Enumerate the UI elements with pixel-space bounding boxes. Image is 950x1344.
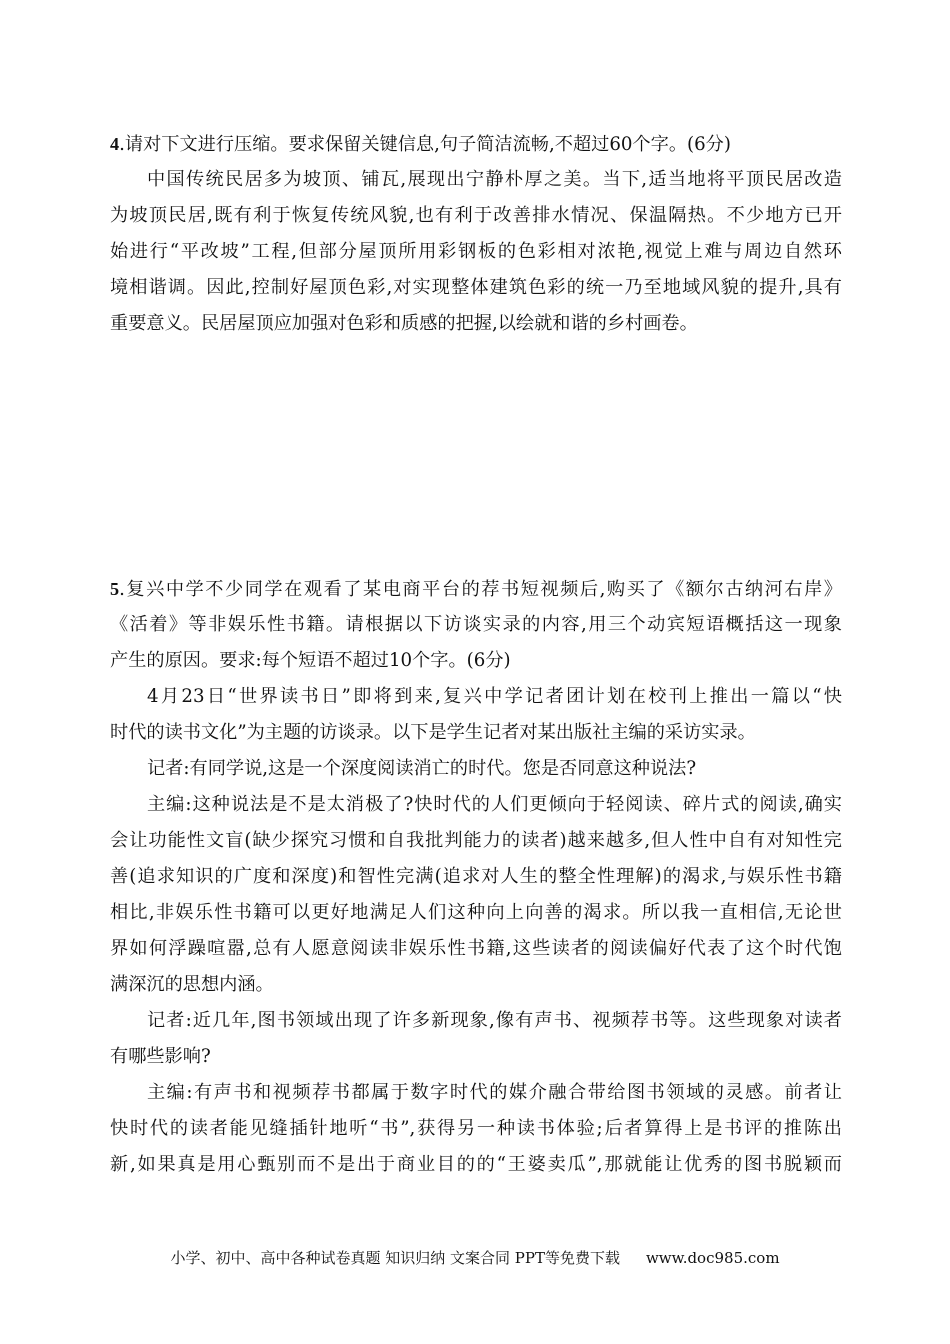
passage-line: 4月23日“世界读书日”即将到来,复兴中学记者团计划在校刊上推出一篇以“快 [147,686,842,707]
question-number: 4 [110,134,120,154]
question-4 [110,126,842,342]
passage-line: 中国传统民居多为坡顶、铺瓦,展现出宁静朴厚之美。当下,适当地将平顶民居改造 [147,169,842,190]
passage-line: 快时代的读者能见缝插针地听“书”,获得另一种读书体验;后者算得上是书评的推陈出 [110,1118,842,1139]
passage-line: 会让功能性文盲(缺少探究习惯和自我批判能力的读者)越来越多,但人性中自有对知性完 [110,830,842,851]
question-4-stem: 4.请对下文进行压缩。要求保留关键信息,句子简洁流畅,不超过60个字。(6分) [110,134,731,155]
passage-line: 满深沉的思想内涵。 [110,974,274,995]
footer-url[interactable]: www.doc985.com [645,1249,780,1267]
passage-line: 相比,非娱乐性书籍可以更好地满足人们这种向上向善的渴求。所以我一直相信,无论世 [110,902,842,923]
interview-answer: 主编:有声书和视频荐书都属于数字时代的媒介融合带给图书领域的灵感。前者让 [147,1082,842,1103]
passage-line: 有哪些影响? [110,1046,211,1067]
question-5 [110,571,842,1183]
page-footer [0,1243,950,1273]
question-number: 5 [110,579,120,599]
question-5-stem: 5.复兴中学不少同学在观看了某电商平台的荐书短视频后,购买了《额尔古纳河右岸》 [110,579,842,600]
interview-question: 记者:有同学说,这是一个深度阅读消亡的时代。您是否同意这种说法? [147,758,697,779]
passage-line: 新,如果真是用心甄别而不是出于商业目的的“王婆卖瓜”,那就能让优秀的图书脱颖而 [110,1154,842,1175]
passage-line: 境相谐调。因此,控制好屋顶色彩,对实现整体建筑色彩的统一乃至地域风貌的提升,具有 [110,277,842,298]
passage-line: 善(追求知识的广度和深度)和智性完满(追求对人生的整全性理解)的渴求,与娱乐性书籍 [110,866,842,887]
passage-line: 为坡顶民居,既有利于恢复传统风貌,也有利于改善排水情况、保温隔热。不少地方已开 [110,205,842,226]
passage-line: 重要意义。民居屋顶应加强对色彩和质感的把握,以绘就和谐的乡村画卷。 [110,313,698,334]
footer-text: 小学、初中、高中各种试卷真题 知识归纳 文案合同 PPT等免费下载 [170,1249,620,1267]
passage-line: 时代的读书文化”为主题的访谈录。以下是学生记者对某出版社主编的采访实录。 [110,722,756,743]
question-5-stem: 《活着》等非娱乐性书籍。请根据以下访谈实录的内容,用三个动宾短语概括这一现象 [110,614,842,635]
passage-line: 界如何浮躁喧嚣,总有人愿意阅读非娱乐性书籍,这些读者的阅读偏好代表了这个时代饱 [110,938,842,959]
passage-line: 始进行“平改坡”工程,但部分屋顶所用彩钢板的色彩相对浓艳,视觉上难与周边自然环 [110,241,842,262]
interview-question: 记者:近几年,图书领域出现了许多新现象,像有声书、视频荐书等。这些现象对读者 [147,1010,842,1031]
interview-answer: 主编:这种说法是不是太消极了?快时代的人们更倾向于轻阅读、碎片式的阅读,确实 [147,794,842,815]
question-5-stem: 产生的原因。要求:每个短语不超过10个字。(6分) [110,650,511,671]
